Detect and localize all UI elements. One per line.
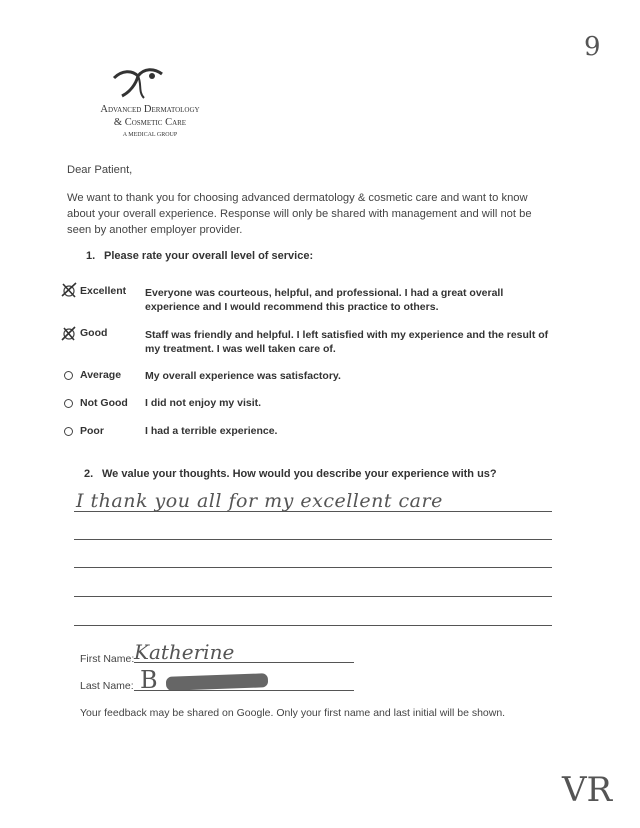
first-name-line: [134, 662, 354, 663]
logo-tagline: A MEDICAL GROUP: [122, 132, 178, 138]
last-name-label: Last Name:: [80, 680, 134, 692]
question2-number: 2.: [84, 468, 94, 480]
answer-line: [74, 567, 552, 568]
greeting: Dear Patient,: [67, 164, 133, 176]
intro-paragraph: We want to thank you for choosing advanced dermatology & cosmetic care and want to know about your overall experience. Response will only be shared with management and will not be seen by another employer provider.: [67, 192, 532, 236]
handwritten-answer: I thank you all for my excellent care: [76, 490, 443, 512]
question2-title: We value your thoughts. How would you describe your experience with us?: [102, 468, 497, 480]
answer-line: [74, 539, 552, 540]
option-description: Everyone was courteous, helpful, and professional. I had a great overall experience and I would recommend this practice to others.: [145, 287, 504, 313]
question1-title: Please rate your overall level of service:: [104, 250, 314, 262]
option-description: My overall experience was satisfactory.: [145, 370, 341, 382]
first-name-value[interactable]: Katherine: [134, 640, 235, 664]
option-label: Poor: [80, 425, 104, 437]
answer-line: [74, 625, 552, 626]
question1-number: 1.: [86, 250, 96, 262]
answer-line: [74, 596, 552, 597]
option-label: Average: [80, 369, 122, 381]
radio-circle[interactable]: [64, 399, 73, 408]
last-name-line: [134, 690, 354, 691]
logo-company-line1: Advanced Dermatology: [100, 104, 200, 115]
redaction-scribble: [166, 673, 268, 691]
option-label: Not Good: [80, 397, 128, 409]
logo-figure-icon: [108, 64, 168, 104]
checkmark-x-icon: [60, 325, 78, 343]
answer-line: [74, 511, 552, 512]
footer-note: Your feedback may be shared on Google. Only your first name and last initial will be shown.: [80, 707, 506, 719]
logo-company-line2: & Cosmetic Care: [113, 117, 187, 128]
checkmark-x-icon: [60, 281, 78, 299]
option-label: Excellent: [80, 285, 127, 297]
page-number: 9: [584, 32, 601, 62]
radio-circle[interactable]: [64, 427, 73, 436]
first-name-label: First Name:: [80, 653, 135, 665]
option-description: I did not enjoy my visit.: [145, 397, 262, 409]
handwritten-initials: VR: [562, 770, 613, 810]
option-label: Good: [80, 327, 108, 339]
last-name-value[interactable]: B: [140, 666, 158, 694]
option-description: I had a terrible experience.: [145, 425, 278, 437]
option-description: Staff was friendly and helpful. I left satisfied with my experience and the result of my treatment. I was well taken care of.: [145, 329, 549, 355]
radio-circle[interactable]: [64, 371, 73, 380]
